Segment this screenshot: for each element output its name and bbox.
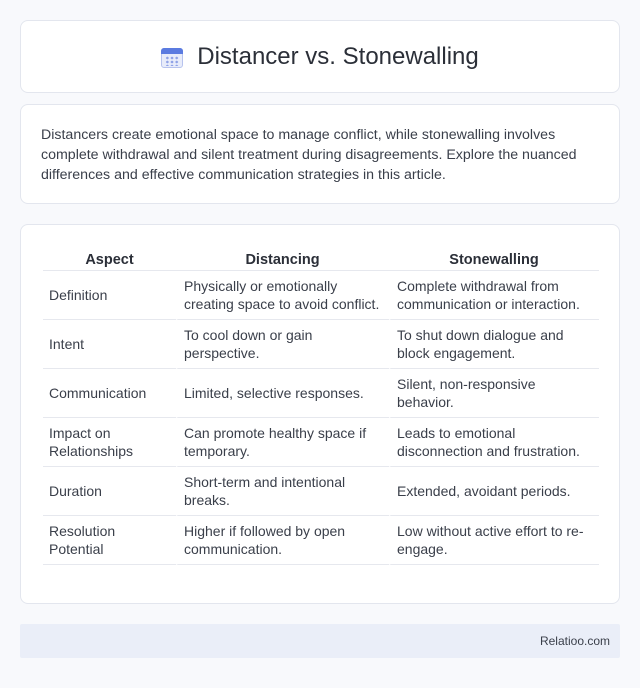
row-aspect: Definition	[43, 271, 176, 320]
table-row	[43, 467, 599, 516]
table-row	[43, 516, 599, 565]
row-stonewalling: Low without active effort to re-engage.	[389, 516, 599, 565]
header-aspect: Aspect	[43, 245, 176, 271]
row-distancing: To cool down or gain perspective.	[176, 320, 389, 369]
row-distancing: Can promote healthy space if temporary.	[176, 418, 389, 467]
row-aspect: Impact on Relationships	[43, 418, 176, 467]
row-distancing: Physically or emotionally creating space to avoid conflict.	[176, 271, 389, 320]
table-row	[43, 320, 599, 369]
comparison-table-card	[20, 224, 620, 604]
page-title: Distancer vs. Stonewalling	[197, 42, 479, 70]
footer-brand: Relatioo.com	[539, 634, 610, 648]
row-aspect: Intent	[43, 320, 176, 369]
row-aspect: Duration	[43, 467, 176, 516]
title-card	[20, 20, 620, 93]
row-distancing: Higher if followed by open communication.	[176, 516, 389, 565]
header-stonewalling: Stonewalling	[389, 245, 599, 271]
header-distancing: Distancing	[176, 245, 389, 271]
row-stonewalling: Leads to emotional disconnection and frustration.	[389, 418, 599, 467]
comparison-table	[43, 245, 599, 565]
footer	[20, 624, 620, 658]
row-stonewalling: Complete withdrawal from communication or interaction.	[389, 271, 599, 320]
intro-text: Distancers create emotional space to manage conflict, while stonewalling involves complete withdrawal and silent treatment during disagreements. Explore the nuanced differences and effective communication strategies in this article.	[41, 127, 577, 183]
row-stonewalling: To shut down dialogue and block engagement.	[389, 320, 599, 369]
table-row	[43, 418, 599, 467]
table-header-row	[43, 245, 599, 271]
row-aspect: Communication	[43, 369, 176, 418]
row-distancing: Short-term and intentional breaks.	[176, 467, 389, 516]
intro-card	[20, 104, 620, 204]
row-distancing: Limited, selective responses.	[176, 369, 389, 418]
row-stonewalling: Silent, non-responsive behavior.	[389, 369, 599, 418]
calendar-icon	[161, 46, 183, 68]
table-row	[43, 271, 599, 320]
row-stonewalling: Extended, avoidant periods.	[389, 467, 599, 516]
row-aspect: Resolution Potential	[43, 516, 176, 565]
table-row	[43, 369, 599, 418]
